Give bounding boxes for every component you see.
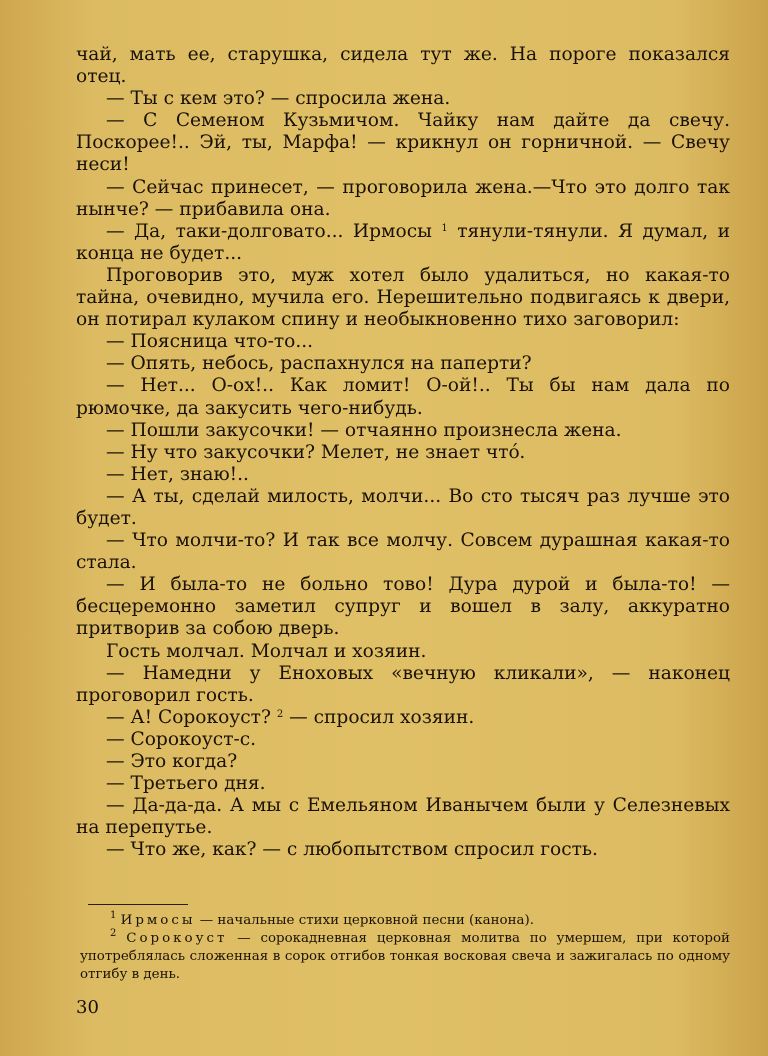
paragraph: — Третьего дня. [106, 773, 266, 795]
paragraph: — Это когда? [106, 751, 238, 772]
paragraph-text: — А! Сорокоуст? [106, 706, 277, 728]
page-number: 30 [76, 997, 99, 1018]
paragraph: — Сейчас принесет, — проговорила жена.—Что это долго так нынче? — прибавила она. [76, 176, 730, 220]
footnote-2 [80, 930, 730, 984]
paragraph: — Ты с кем это? — спросила жена. [106, 88, 451, 110]
paragraph-text: — Да, таки-долговато... Ирмосы [106, 220, 442, 242]
paragraph: — С Семеном Кузьмичом. Чайку нам дайте да свечу. Поскорее!.. Эй, ты, Марфа! — крикнул он горничной. — Свечу неси! [76, 110, 730, 176]
footnote-number: 2 [110, 928, 117, 939]
footnote-ref-2: 2 [276, 708, 284, 720]
paragraph-with-footnote-2 [76, 707, 730, 729]
paragraph: чай, мать ее, старушка, сидела тут же. На пороге показался отец. [76, 44, 730, 88]
paragraph: — Что молчи-то? И так все молчу. Совсем дурашная какая-то стала. [76, 530, 730, 574]
paragraph: Проговорив это, муж хотел было удалиться, но какая-то тайна, очевидно, мучила его. Нерешительно подвигаясь к двери, он потирал кулаком спину и необыкновенно тихо заговорил: [76, 264, 730, 331]
paragraph-text: тянули-тянули. Я думал, и конца не будет... [76, 220, 730, 264]
paragraph: — Поясница что-то... [106, 331, 314, 353]
paragraph: — Нет... О-ох!.. Как ломит! О-ой!.. Ты бы нам дала по рюмочке, да закусить чего-нибудь. [76, 375, 730, 419]
footnote-term: Ирмосы [120, 913, 196, 928]
paragraph: — Ну что закусочки? Мелет, не знает чтó. [106, 441, 526, 463]
paragraph: — И была-то не больно тово! Дура дурой и была-то! — бесцеремонно заметил супруг и вошел в залу, аккуратно притворив за собою дверь. [76, 574, 730, 640]
footnote-1 [80, 912, 730, 930]
paragraph: — Опять, небось, распахнулся на паперти? [106, 353, 532, 375]
paragraph-text: — спросил хозяин. [283, 706, 475, 728]
footnote-number: 1 [110, 910, 117, 921]
footnote-ref-1: 1 [441, 222, 448, 234]
paragraph: — Да-да-да. А мы с Емельяном Иванычем были у Селезневых на перепутье. [76, 795, 730, 839]
paragraph: Гость молчал. Молчал и хозяин. [106, 640, 427, 662]
paragraph: — Сорокоуст-с. [106, 728, 257, 750]
footnote-text: — начальные стихи церковной песни (канона). [195, 913, 534, 928]
footnotes [80, 912, 730, 984]
footnote-text: — сорокадневная церковная молитва по умершем, при которой употреблялась сложенная в сорок отгибов тонкая восковая свеча и зажигалась по одному отгибу в день. [80, 931, 730, 982]
paragraph: — Пошли закусочки! — отчаянно произнесла жена. [106, 419, 622, 441]
footnote-divider [88, 904, 188, 905]
main-text [76, 44, 730, 861]
paragraph: — Что же, как? — с любопытством спросил гость. [106, 839, 598, 861]
footnote-term: Сорокоуст [126, 931, 228, 946]
paragraph: — Нет, знаю!.. [106, 463, 249, 485]
paragraph-with-footnote-1 [76, 221, 730, 265]
paragraph: — Намедни у Еноховых «вечную кликали», — наконец проговорил гость. [76, 662, 730, 706]
paragraph: — А ты, сделай милость, молчи... Во сто тысяч раз лучше это будет. [76, 485, 730, 529]
